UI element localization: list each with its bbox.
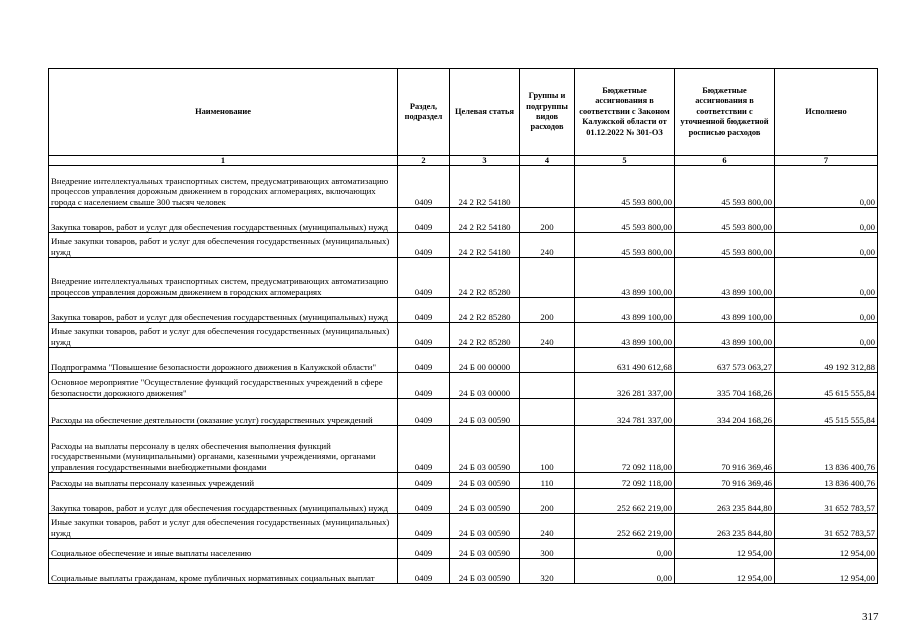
cell-executed: 45 515 555,84 [775, 399, 878, 426]
column-number: 1 [49, 156, 398, 166]
cell-executed: 12 954,00 [775, 559, 878, 584]
cell-executed: 0,00 [775, 323, 878, 348]
cell-target: 24 Б 03 00590 [450, 514, 520, 539]
column-number: 2 [398, 156, 450, 166]
cell-group: 110 [520, 473, 575, 489]
cell-name: Основное мероприятие "Осуществление функций государственных учреждений в сфере безопасности дорожного движения" [49, 373, 398, 399]
table-row [49, 373, 878, 399]
cell-target: 24 Б 03 00590 [450, 399, 520, 426]
cell-law: 45 593 800,00 [575, 233, 675, 258]
cell-refined: 263 235 844,80 [675, 514, 775, 539]
cell-refined: 43 899 100,00 [675, 323, 775, 348]
cell-target: 24 Б 03 00000 [450, 373, 520, 399]
cell-section: 0409 [398, 426, 450, 473]
header-refined: Бюджетные ассигнования в соответствии с уточненной бюджетной росписью расходов [675, 69, 775, 156]
cell-name: Расходы на обеспечение деятельности (оказание услуг) государственных учреждений [49, 399, 398, 426]
cell-law: 72 092 118,00 [575, 426, 675, 473]
cell-target: 24 2 R2 54180 [450, 166, 520, 208]
cell-group [520, 399, 575, 426]
header-section: Раздел, подраздел [398, 69, 450, 156]
cell-executed: 0,00 [775, 233, 878, 258]
cell-refined: 70 916 369,46 [675, 473, 775, 489]
cell-target: 24 2 R2 54180 [450, 233, 520, 258]
cell-name: Социальное обеспечение и иные выплаты населению [49, 539, 398, 559]
cell-target: 24 Б 03 00590 [450, 559, 520, 584]
cell-group: 320 [520, 559, 575, 584]
cell-group: 200 [520, 489, 575, 514]
cell-refined: 12 954,00 [675, 539, 775, 559]
cell-name: Иные закупки товаров, работ и услуг для обеспечения государственных (муниципальных) нужд [49, 233, 398, 258]
cell-executed: 0,00 [775, 166, 878, 208]
cell-name: Внедрение интеллектуальных транспортных систем, предусматривающих автоматизацию процессов управления дорожным движением в городских агломерациях, включающих города с населением свыше 300 тысяч человек [49, 166, 398, 208]
cell-law: 43 899 100,00 [575, 258, 675, 298]
cell-section: 0409 [398, 373, 450, 399]
cell-executed: 13 836 400,76 [775, 426, 878, 473]
cell-name: Закупка товаров, работ и услуг для обеспечения государственных (муниципальных) нужд [49, 298, 398, 323]
cell-section: 0409 [398, 473, 450, 489]
cell-law: 326 281 337,00 [575, 373, 675, 399]
cell-name: Закупка товаров, работ и услуг для обеспечения государственных (муниципальных) нужд [49, 208, 398, 233]
header-groups: Группы и подгруппы видов расходов [520, 69, 575, 156]
cell-target: 24 2 R2 54180 [450, 208, 520, 233]
cell-refined: 263 235 844,80 [675, 489, 775, 514]
cell-executed: 13 836 400,76 [775, 473, 878, 489]
cell-executed: 0,00 [775, 258, 878, 298]
header-target: Целевая статья [450, 69, 520, 156]
cell-group [520, 258, 575, 298]
cell-name: Расходы на выплаты персоналу в целях обеспечения выполнения функций государственными (муниципальными) органами, казенными учреждениями, органами управления государственными внебюджетными фондами [49, 426, 398, 473]
cell-name: Расходы на выплаты персоналу казенных учреждений [49, 473, 398, 489]
cell-name: Иные закупки товаров, работ и услуг для обеспечения государственных (муниципальных) нужд [49, 514, 398, 539]
cell-section: 0409 [398, 514, 450, 539]
page-number: 317 [862, 611, 879, 623]
cell-executed: 31 652 783,57 [775, 489, 878, 514]
cell-refined: 43 899 100,00 [675, 258, 775, 298]
cell-section: 0409 [398, 233, 450, 258]
cell-name: Подпрограмма "Повышение безопасности дорожного движения в Калужской области" [49, 348, 398, 373]
cell-refined: 12 954,00 [675, 559, 775, 584]
cell-group: 300 [520, 539, 575, 559]
cell-section: 0409 [398, 208, 450, 233]
cell-target: 24 2 R2 85280 [450, 258, 520, 298]
cell-refined: 70 916 369,46 [675, 426, 775, 473]
cell-group: 100 [520, 426, 575, 473]
cell-refined: 43 899 100,00 [675, 298, 775, 323]
cell-executed: 12 954,00 [775, 539, 878, 559]
cell-target: 24 2 R2 85280 [450, 323, 520, 348]
column-number: 4 [520, 156, 575, 166]
column-number: 6 [675, 156, 775, 166]
cell-group: 240 [520, 514, 575, 539]
column-number: 7 [775, 156, 878, 166]
cell-group: 240 [520, 323, 575, 348]
cell-law: 0,00 [575, 559, 675, 584]
header-row [49, 69, 878, 156]
cell-law: 0,00 [575, 539, 675, 559]
cell-target: 24 Б 03 00590 [450, 539, 520, 559]
cell-group [520, 166, 575, 208]
table-row [49, 298, 878, 323]
cell-name: Внедрение интеллектуальных транспортных систем, предусматривающих автоматизацию процессов управления дорожным движением в городских агломерациях [49, 258, 398, 298]
table-row [49, 399, 878, 426]
cell-target: 24 Б 03 00590 [450, 426, 520, 473]
cell-refined: 45 593 800,00 [675, 166, 775, 208]
table-row [49, 559, 878, 584]
cell-name: Иные закупки товаров, работ и услуг для обеспечения государственных (муниципальных) нужд [49, 323, 398, 348]
cell-section: 0409 [398, 399, 450, 426]
cell-executed: 31 652 783,57 [775, 514, 878, 539]
cell-section: 0409 [398, 166, 450, 208]
cell-refined: 45 593 800,00 [675, 233, 775, 258]
table-row [49, 539, 878, 559]
header-executed: Исполнено [775, 69, 878, 156]
cell-section: 0409 [398, 298, 450, 323]
cell-group: 240 [520, 233, 575, 258]
cell-section: 0409 [398, 323, 450, 348]
table-row [49, 426, 878, 473]
cell-law: 631 490 612,68 [575, 348, 675, 373]
cell-group [520, 348, 575, 373]
cell-refined: 334 204 168,26 [675, 399, 775, 426]
budget-table [48, 68, 878, 584]
cell-target: 24 Б 03 00590 [450, 473, 520, 489]
cell-refined: 637 573 063,27 [675, 348, 775, 373]
cell-section: 0409 [398, 258, 450, 298]
cell-section: 0409 [398, 489, 450, 514]
cell-law: 43 899 100,00 [575, 323, 675, 348]
cell-target: 24 2 R2 85280 [450, 298, 520, 323]
table-row [49, 323, 878, 348]
cell-target: 24 Б 03 00590 [450, 489, 520, 514]
column-number: 3 [450, 156, 520, 166]
header-law: Бюджетные ассигнования в соответствии с Законом Калужской области от 01.12.2022 № 301-ОЗ [575, 69, 675, 156]
table-row [49, 514, 878, 539]
cell-law: 252 662 219,00 [575, 514, 675, 539]
cell-group: 200 [520, 208, 575, 233]
cell-law: 72 092 118,00 [575, 473, 675, 489]
cell-group: 200 [520, 298, 575, 323]
table-row [49, 258, 878, 298]
cell-executed: 0,00 [775, 298, 878, 323]
table-row [49, 208, 878, 233]
table-body [49, 166, 878, 584]
cell-law: 45 593 800,00 [575, 166, 675, 208]
cell-law: 324 781 337,00 [575, 399, 675, 426]
cell-name: Социальные выплаты гражданам, кроме публичных нормативных социальных выплат [49, 559, 398, 584]
cell-executed: 49 192 312,88 [775, 348, 878, 373]
cell-name: Закупка товаров, работ и услуг для обеспечения государственных (муниципальных) нужд [49, 489, 398, 514]
table-row [49, 473, 878, 489]
table-row [49, 489, 878, 514]
cell-refined: 335 704 168,26 [675, 373, 775, 399]
table-row [49, 166, 878, 208]
cell-law: 45 593 800,00 [575, 208, 675, 233]
column-numbers-row [49, 156, 878, 166]
column-number: 5 [575, 156, 675, 166]
cell-section: 0409 [398, 539, 450, 559]
cell-law: 252 662 219,00 [575, 489, 675, 514]
header-name: Наименование [49, 69, 398, 156]
cell-refined: 45 593 800,00 [675, 208, 775, 233]
cell-section: 0409 [398, 348, 450, 373]
cell-executed: 0,00 [775, 208, 878, 233]
cell-executed: 45 615 555,84 [775, 373, 878, 399]
cell-law: 43 899 100,00 [575, 298, 675, 323]
table-row [49, 233, 878, 258]
cell-section: 0409 [398, 559, 450, 584]
cell-group [520, 373, 575, 399]
cell-target: 24 Б 00 00000 [450, 348, 520, 373]
table-row [49, 348, 878, 373]
